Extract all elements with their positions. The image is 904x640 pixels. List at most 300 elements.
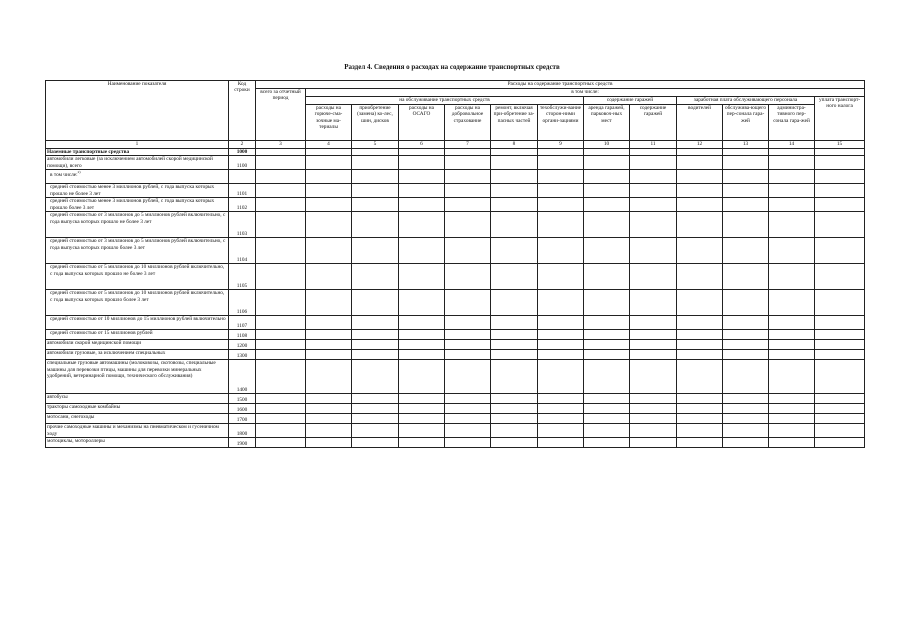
value-cell[interactable] [399, 360, 445, 394]
value-cell[interactable] [538, 198, 584, 212]
value-cell[interactable] [352, 212, 399, 238]
header-salary-group: заработная плата обслуживающего персонала [677, 97, 815, 105]
header-fuel: расходы на горюче-сма-зочные ма-териалы [306, 105, 352, 141]
value-cell[interactable] [256, 156, 306, 170]
value-cell[interactable] [306, 404, 352, 414]
value-cell[interactable] [538, 350, 584, 360]
value-cell[interactable] [491, 238, 538, 264]
value-cell[interactable] [491, 350, 538, 360]
row-name [46, 290, 229, 316]
value-cell[interactable] [491, 404, 538, 414]
value-cell[interactable] [769, 414, 815, 424]
value-cell[interactable] [584, 350, 630, 360]
value-cell[interactable] [538, 184, 584, 198]
value-cell[interactable] [584, 414, 630, 424]
value-cell[interactable] [723, 264, 769, 290]
value-cell[interactable] [256, 330, 306, 340]
value-cell[interactable] [445, 316, 491, 330]
value-cell[interactable] [723, 290, 769, 316]
value-cell[interactable] [306, 212, 352, 238]
value-cell[interactable] [630, 424, 677, 438]
value-cell[interactable] [677, 238, 723, 264]
value-cell[interactable] [630, 360, 677, 394]
row-name [46, 360, 229, 394]
value-cell[interactable] [256, 264, 306, 290]
row-name [46, 414, 229, 424]
value-cell[interactable] [723, 438, 769, 448]
value-cell[interactable] [306, 149, 352, 156]
value-cell[interactable] [630, 404, 677, 414]
value-cell[interactable] [445, 404, 491, 414]
value-cell[interactable] [491, 394, 538, 404]
value-cell[interactable] [584, 438, 630, 448]
value-cell[interactable] [306, 330, 352, 340]
value-cell[interactable] [630, 212, 677, 238]
value-cell[interactable] [445, 438, 491, 448]
value-cell[interactable] [491, 424, 538, 438]
value-cell[interactable] [445, 212, 491, 238]
value-cell[interactable] [352, 360, 399, 394]
table-row [46, 170, 865, 184]
value-cell[interactable] [538, 424, 584, 438]
value-cell[interactable] [584, 394, 630, 404]
value-cell[interactable] [815, 212, 865, 238]
header-code: Код строки [229, 81, 256, 141]
value-cell[interactable] [306, 350, 352, 360]
value-cell[interactable] [445, 424, 491, 438]
column-numbers-row [46, 141, 865, 149]
value-cell[interactable] [399, 404, 445, 414]
value-cell[interactable] [538, 340, 584, 350]
value-cell[interactable] [677, 438, 723, 448]
value-cell[interactable] [584, 290, 630, 316]
row-name [46, 264, 229, 290]
row-name-text: средней стоимостью от 5 миллионов до 10 миллионов рублей включительно, с года выпуска которых прошло не более 3 лет [50, 264, 225, 277]
row-code: 1400 [229, 360, 256, 394]
value-cell[interactable] [491, 438, 538, 448]
value-cell[interactable] [815, 394, 865, 404]
row-code: 1101 [229, 184, 256, 198]
row-name-text: прочие самоходные машины и механизмы на пневматическом и гусеничном ходу [47, 424, 219, 437]
value-cell[interactable] [677, 264, 723, 290]
value-cell[interactable] [399, 170, 445, 184]
value-cell[interactable] [256, 360, 306, 394]
value-cell[interactable] [630, 149, 677, 156]
value-cell[interactable] [399, 340, 445, 350]
value-cell[interactable] [769, 290, 815, 316]
value-cell[interactable] [815, 198, 865, 212]
value-cell[interactable] [769, 170, 815, 184]
header-voluntary: расходы на добровольное страхование [445, 105, 491, 141]
value-cell[interactable] [306, 264, 352, 290]
value-cell[interactable] [538, 238, 584, 264]
value-cell[interactable] [769, 184, 815, 198]
value-cell[interactable] [538, 404, 584, 414]
value-cell[interactable] [677, 414, 723, 424]
value-cell[interactable] [256, 394, 306, 404]
value-cell[interactable] [815, 264, 865, 290]
value-cell[interactable] [815, 350, 865, 360]
value-cell[interactable] [723, 404, 769, 414]
value-cell[interactable] [538, 149, 584, 156]
value-cell[interactable] [445, 149, 491, 156]
value-cell[interactable] [769, 316, 815, 330]
value-cell[interactable] [584, 316, 630, 330]
value-cell[interactable] [723, 170, 769, 184]
value-cell[interactable] [630, 330, 677, 340]
value-cell[interactable] [306, 438, 352, 448]
row-name [46, 212, 229, 238]
expenses-table [45, 80, 865, 448]
value-cell[interactable] [306, 394, 352, 404]
value-cell[interactable] [399, 149, 445, 156]
value-cell[interactable] [538, 360, 584, 394]
header-maintenance: техобслужи-вание сторон-ними органи-зациями [538, 105, 584, 141]
value-cell[interactable] [815, 414, 865, 424]
value-cell[interactable] [769, 212, 815, 238]
value-cell[interactable] [399, 316, 445, 330]
value-cell[interactable] [584, 238, 630, 264]
value-cell[interactable] [256, 212, 306, 238]
value-cell[interactable] [815, 330, 865, 340]
value-cell[interactable] [306, 414, 352, 424]
value-cell[interactable] [538, 170, 584, 184]
header-tax: уплата транспорт-ного налога [815, 97, 865, 141]
value-cell[interactable] [399, 350, 445, 360]
value-cell[interactable] [630, 438, 677, 448]
row-code: 1103 [229, 212, 256, 238]
value-cell[interactable] [306, 316, 352, 330]
value-cell[interactable] [491, 316, 538, 330]
value-cell[interactable] [256, 198, 306, 212]
value-cell[interactable] [815, 290, 865, 316]
value-cell[interactable] [399, 156, 445, 170]
value-cell[interactable] [723, 156, 769, 170]
value-cell[interactable] [677, 340, 723, 350]
value-cell[interactable] [584, 149, 630, 156]
row-name-text: автомобили грузовые, за исключением специальных [47, 350, 166, 357]
value-cell[interactable] [491, 264, 538, 290]
value-cell[interactable] [723, 340, 769, 350]
table-row [46, 414, 865, 424]
value-cell[interactable] [399, 264, 445, 290]
value-cell[interactable] [352, 438, 399, 448]
value-cell[interactable] [677, 330, 723, 340]
value-cell[interactable] [306, 238, 352, 264]
value-cell[interactable] [352, 316, 399, 330]
value-cell[interactable] [399, 198, 445, 212]
value-cell[interactable] [256, 404, 306, 414]
value-cell[interactable] [769, 198, 815, 212]
value-cell[interactable] [352, 414, 399, 424]
row-name [46, 156, 229, 170]
value-cell[interactable] [352, 404, 399, 414]
value-cell[interactable] [769, 330, 815, 340]
column-number: 5 [352, 141, 399, 149]
value-cell[interactable] [352, 198, 399, 212]
value-cell[interactable] [306, 340, 352, 350]
value-cell[interactable] [630, 290, 677, 316]
value-cell[interactable] [352, 170, 399, 184]
value-cell[interactable] [584, 330, 630, 340]
value-cell[interactable] [491, 170, 538, 184]
value-cell[interactable] [723, 316, 769, 330]
value-cell[interactable] [352, 340, 399, 350]
row-code: 1102 [229, 198, 256, 212]
value-cell[interactable] [630, 316, 677, 330]
value-cell[interactable] [399, 330, 445, 340]
value-cell[interactable] [306, 290, 352, 316]
column-number: 12 [677, 141, 723, 149]
value-cell[interactable] [815, 238, 865, 264]
value-cell[interactable] [538, 438, 584, 448]
table-row [46, 360, 865, 394]
value-cell[interactable] [677, 156, 723, 170]
value-cell[interactable] [352, 264, 399, 290]
value-cell[interactable] [769, 238, 815, 264]
value-cell[interactable] [769, 149, 815, 156]
value-cell[interactable] [815, 156, 865, 170]
value-cell[interactable] [491, 414, 538, 424]
value-cell[interactable] [491, 184, 538, 198]
value-cell[interactable] [538, 212, 584, 238]
value-cell[interactable] [815, 316, 865, 330]
value-cell[interactable] [491, 290, 538, 316]
row-name-text: мотоциклы, мотороллеры [47, 438, 105, 445]
value-cell[interactable] [352, 424, 399, 438]
value-cell[interactable] [723, 414, 769, 424]
value-cell[interactable] [399, 438, 445, 448]
column-number: 10 [584, 141, 630, 149]
row-name [46, 438, 229, 448]
row-name-text: специальные грузовые автомашины (молоковозы, скотовозы, специальные машины для перевозки птицы, машины для перевозки минеральных удобрений, ветеринарной помощи, технического обслуживания) [47, 360, 216, 380]
value-cell[interactable] [445, 394, 491, 404]
value-cell[interactable] [815, 149, 865, 156]
value-cell[interactable] [630, 340, 677, 350]
column-number: 8 [491, 141, 538, 149]
value-cell[interactable] [538, 156, 584, 170]
value-cell[interactable] [677, 212, 723, 238]
value-cell[interactable] [630, 264, 677, 290]
row-name [46, 198, 229, 212]
value-cell[interactable] [352, 156, 399, 170]
value-cell[interactable] [677, 184, 723, 198]
value-cell[interactable] [445, 264, 491, 290]
header-admin-staff: администра-тивного пер-сонала гара-жей [769, 105, 815, 141]
value-cell[interactable] [256, 414, 306, 424]
value-cell[interactable] [256, 340, 306, 350]
row-name [46, 340, 229, 350]
value-cell[interactable] [445, 340, 491, 350]
value-cell[interactable] [769, 340, 815, 350]
value-cell[interactable] [630, 156, 677, 170]
value-cell[interactable] [256, 350, 306, 360]
header-rent: аренда гаражей, парковоч-ных мест [584, 105, 630, 141]
value-cell[interactable] [256, 290, 306, 316]
value-cell[interactable] [723, 198, 769, 212]
value-cell[interactable] [677, 404, 723, 414]
value-cell[interactable] [723, 330, 769, 340]
column-number: 6 [399, 141, 445, 149]
value-cell[interactable] [538, 290, 584, 316]
value-cell[interactable] [723, 350, 769, 360]
value-cell[interactable] [306, 184, 352, 198]
table-row [46, 394, 865, 404]
value-cell[interactable] [306, 360, 352, 394]
value-cell[interactable] [815, 438, 865, 448]
column-number: 9 [538, 141, 584, 149]
value-cell[interactable] [584, 170, 630, 184]
value-cell[interactable] [352, 330, 399, 340]
value-cell[interactable] [306, 156, 352, 170]
value-cell[interactable] [815, 404, 865, 414]
value-cell[interactable] [677, 316, 723, 330]
value-cell[interactable] [445, 360, 491, 394]
table-row [46, 184, 865, 198]
value-cell[interactable] [538, 414, 584, 424]
value-cell[interactable] [445, 350, 491, 360]
value-cell[interactable] [538, 330, 584, 340]
value-cell[interactable] [491, 212, 538, 238]
value-cell[interactable] [399, 290, 445, 316]
value-cell[interactable] [584, 360, 630, 394]
header-garages-group: содержание гаражей [584, 97, 677, 105]
value-cell[interactable] [584, 404, 630, 414]
value-cell[interactable] [815, 424, 865, 438]
value-cell[interactable] [723, 394, 769, 404]
row-code [229, 170, 256, 184]
value-cell[interactable] [630, 238, 677, 264]
value-cell[interactable] [677, 394, 723, 404]
value-cell[interactable] [584, 156, 630, 170]
value-cell[interactable] [630, 350, 677, 360]
value-cell[interactable] [306, 170, 352, 184]
value-cell[interactable] [491, 340, 538, 350]
value-cell[interactable] [445, 198, 491, 212]
value-cell[interactable] [352, 149, 399, 156]
value-cell[interactable] [677, 198, 723, 212]
row-name-text: средней стоимостью от 3 миллионов до 5 миллионов рублей включительно, с года выпуска которых прошло более 3 лет [50, 238, 226, 251]
value-cell[interactable] [445, 238, 491, 264]
value-cell[interactable] [256, 238, 306, 264]
value-cell[interactable] [723, 360, 769, 394]
value-cell[interactable] [677, 424, 723, 438]
value-cell[interactable] [584, 340, 630, 350]
value-cell[interactable] [538, 394, 584, 404]
value-cell[interactable] [256, 184, 306, 198]
value-cell[interactable] [491, 198, 538, 212]
value-cell[interactable] [584, 184, 630, 198]
value-cell[interactable] [491, 149, 538, 156]
value-cell[interactable] [630, 414, 677, 424]
value-cell[interactable] [769, 424, 815, 438]
value-cell[interactable] [256, 170, 306, 184]
value-cell[interactable] [491, 360, 538, 394]
header-repair: ремонт, включая при-обретение за-пасных частей [491, 105, 538, 141]
row-name [46, 350, 229, 360]
value-cell[interactable] [445, 156, 491, 170]
value-cell[interactable] [538, 316, 584, 330]
value-cell[interactable] [584, 198, 630, 212]
value-cell[interactable] [445, 414, 491, 424]
value-cell[interactable] [723, 212, 769, 238]
value-cell[interactable] [630, 170, 677, 184]
value-cell[interactable] [445, 290, 491, 316]
value-cell[interactable] [677, 350, 723, 360]
value-cell[interactable] [399, 414, 445, 424]
value-cell[interactable] [538, 264, 584, 290]
value-cell[interactable] [352, 184, 399, 198]
value-cell[interactable] [769, 404, 815, 414]
table-row [46, 424, 865, 438]
value-cell[interactable] [630, 198, 677, 212]
value-cell[interactable] [491, 330, 538, 340]
value-cell[interactable] [584, 424, 630, 438]
value-cell[interactable] [630, 184, 677, 198]
value-cell[interactable] [399, 238, 445, 264]
value-cell[interactable] [256, 424, 306, 438]
value-cell[interactable] [445, 170, 491, 184]
value-cell[interactable] [769, 438, 815, 448]
column-number: 3 [256, 141, 306, 149]
value-cell[interactable] [256, 149, 306, 156]
value-cell[interactable] [352, 394, 399, 404]
value-cell[interactable] [352, 350, 399, 360]
row-code: 1800 [229, 424, 256, 438]
value-cell[interactable] [723, 149, 769, 156]
value-cell[interactable] [399, 394, 445, 404]
column-number: 2 [229, 141, 256, 149]
value-cell[interactable] [445, 184, 491, 198]
value-cell[interactable] [630, 394, 677, 404]
value-cell[interactable] [584, 212, 630, 238]
table-row [46, 238, 865, 264]
value-cell[interactable] [445, 330, 491, 340]
value-cell[interactable] [769, 156, 815, 170]
value-cell[interactable] [491, 156, 538, 170]
value-cell[interactable] [399, 424, 445, 438]
value-cell[interactable] [677, 360, 723, 394]
value-cell[interactable] [723, 238, 769, 264]
value-cell[interactable] [769, 350, 815, 360]
value-cell[interactable] [815, 184, 865, 198]
row-name-text: средней стоимостью от 10 миллионов до 15 миллионов рублей включительно [50, 316, 226, 323]
value-cell[interactable] [677, 290, 723, 316]
value-cell[interactable] [815, 340, 865, 350]
table-row [46, 290, 865, 316]
value-cell[interactable] [723, 184, 769, 198]
value-cell[interactable] [306, 198, 352, 212]
value-cell[interactable] [399, 212, 445, 238]
value-cell[interactable] [352, 290, 399, 316]
row-code: 1105 [229, 264, 256, 290]
value-cell[interactable] [677, 170, 723, 184]
value-cell[interactable] [769, 360, 815, 394]
value-cell[interactable] [769, 264, 815, 290]
value-cell[interactable] [723, 424, 769, 438]
header-garage-staff: обслужива-ющего пер-сонала гара-жей [723, 105, 769, 141]
value-cell[interactable] [584, 264, 630, 290]
value-cell[interactable] [399, 184, 445, 198]
value-cell[interactable] [352, 238, 399, 264]
value-cell[interactable] [769, 394, 815, 404]
value-cell[interactable] [815, 360, 865, 394]
value-cell[interactable] [256, 438, 306, 448]
value-cell[interactable] [306, 424, 352, 438]
value-cell[interactable] [677, 149, 723, 156]
value-cell[interactable] [815, 170, 865, 184]
value-cell[interactable] [256, 316, 306, 330]
